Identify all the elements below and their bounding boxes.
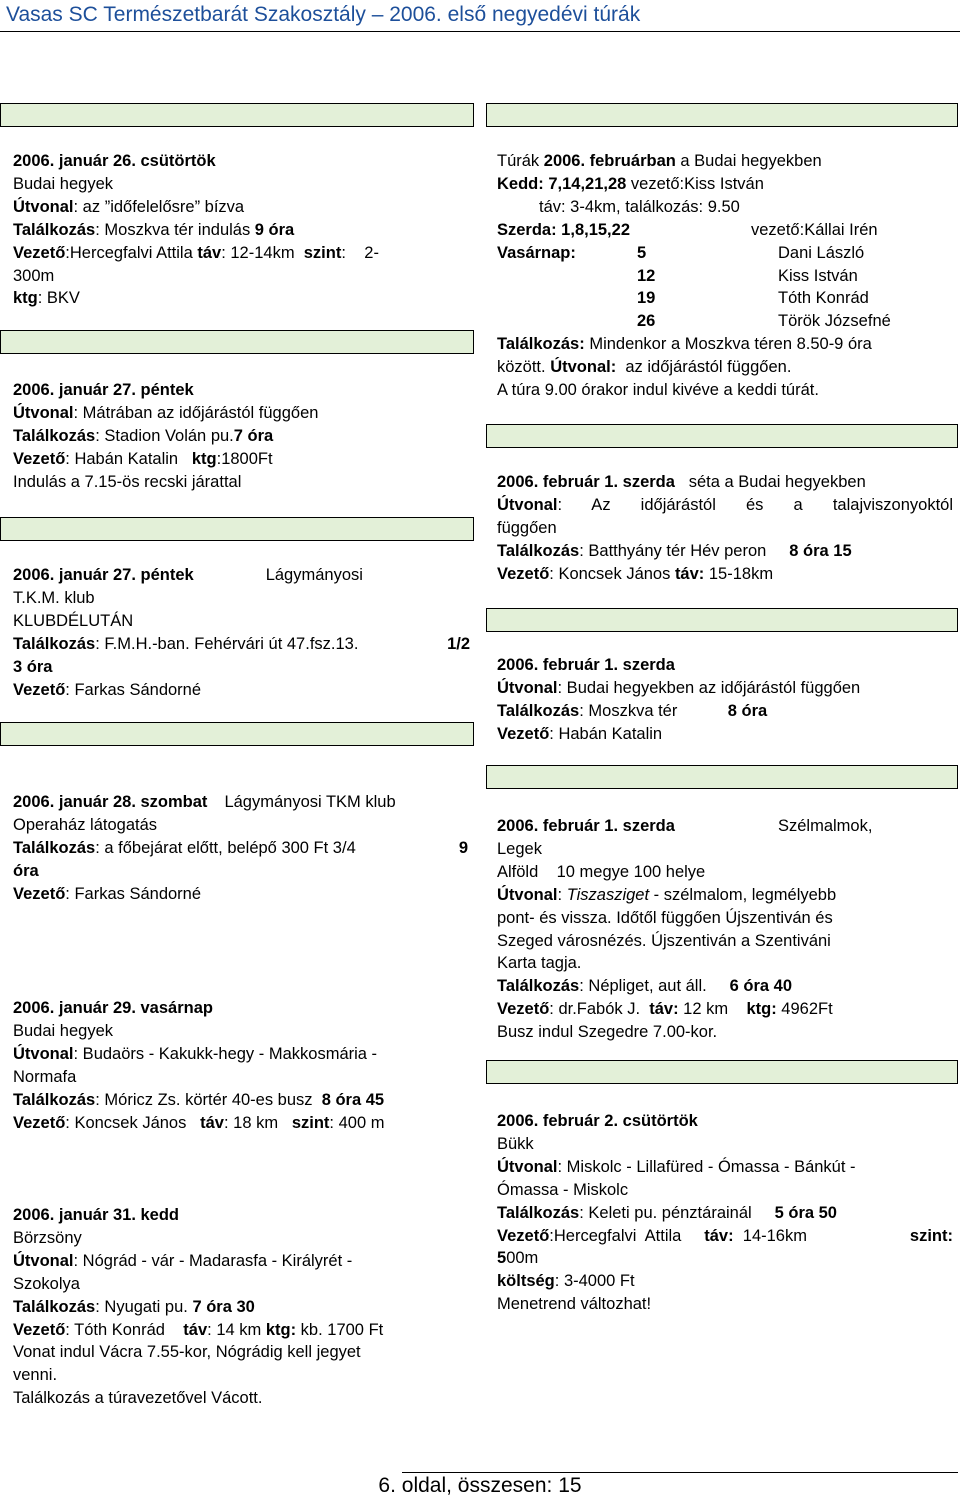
tour-jan26: 2006. január 26. csütörtök Budai hegyek Útvonal: az ”időfelelősre” bízva Találkozás: Moszkva tér indulás 9 óra Vezető:Hercegfalvi Attila táv: 12-14km szint: 2- 300m ktg: BKV xyxy=(13,150,473,310)
footer-divider xyxy=(402,1472,958,1473)
tour-date: 2006. január 26. csütörtök xyxy=(13,152,216,170)
tour-feb-budai-schedule: Túrák 2006. februárban a Budai hegyekben Kedd: 7,14,21,28 vezető:Kiss István táv: 3-4km, találkozás: 9.50 Szerda: 1,8,15,22 vezető:Kállai Irén Vasárnap: 5 Dani László 12 Kiss István 19 Tóth Konrád 26 Török Józsefné Találkozás: Mindenkor a Moszkva téren 8.50-9 óra között. Útvonal: az időjárástól függően. A túra 9.00 órakor indul kivéve a keddi túrát. xyxy=(497,152,891,400)
tour-jan29: 2006. január 29. vasárnap Budai hegyek Útvonal: Budaörs - Kakukk-hegy - Makkosmária - Normafa Találkozás: Móricz Zs. körtér 40-es busz 8 óra 45 Vezető: Koncsek János táv: 18 km szint: 400 m xyxy=(13,999,385,1132)
tour-jan27-matra: 2006. január 27. péntek Útvonal: Mátrában az időjárástól függően Találkozás: Stadion Volán pu.7 óra Vezető: Habán Katalin ktg:1800Ft Indulás a 7.15-ös recski járattal xyxy=(13,381,319,491)
separator-bar xyxy=(486,103,958,127)
tour-jan28: 2006. január 28. szombat Lágymányosi TKM klub Operaház látogatás Találkozás: a főbejárat előtt, belépő 300 Ft 3/4 9 óra Vezető: Farkas Sándorné xyxy=(13,793,468,903)
tour-feb2-bukk: 2006. február 2. csütörtök Bükk Útvonal: Miskolc - Lillafüred - Ómassa - Bánkút - Ómassa - Miskolc Találkozás: Keleti pu. pénztárainál 5 óra 50 Vezető:Hercegfalvi Attila táv: 14-16km szint: 500m költség: 3-4000 Ft Menetrend változhat! xyxy=(497,1112,953,1314)
separator-bar xyxy=(0,330,474,354)
separator-bar xyxy=(0,517,474,541)
separator-bar xyxy=(486,424,958,448)
page-footer: 6. oldal, összesen: 15 xyxy=(378,1474,582,1497)
tour-jan27-klub: 2006. január 27. péntek Lágymányosi T.K.M. klub KLUBDÉLUTÁN Találkozás: F.M.H.-ban. Fehérvári út 47.fsz.13. 1/2 3 óra Vezető: Farkas Sándorné xyxy=(13,566,470,699)
tour-feb1-budai: 2006. február 1. szerda Útvonal: Budai hegyekben az időjárástól függően Találkozás: Moszkva tér 8 óra Vezető: Habán Katalin xyxy=(497,656,861,743)
header-divider xyxy=(0,31,960,32)
tour-jan31: 2006. január 31. kedd Börzsöny Útvonal: Nógrád - vár - Madarasfa - Királyrét - Szokolya Találkozás: Nyugati pu. 7 óra 30 Vezető: Tóth Konrád táv: 14 km ktg: kb. 1700 Ft Vonat indul Vácra 7.55-kor, Nógrádig kell jegyet venni. Találkozás a túravezetővel Vácott. xyxy=(13,1206,384,1408)
tour-feb1-seta: 2006. február 1. szerda séta a Budai hegyekben Útvonal : Az időjárástól és a talajviszonyoktól függően Találkozás: Batthyány tér Hév peron 8 óra 15 Vezető: Koncsek János táv: 15-18km xyxy=(497,473,953,583)
separator-bar xyxy=(0,103,474,127)
separator-bar xyxy=(486,608,958,632)
separator-bar xyxy=(486,765,958,789)
separator-bar xyxy=(0,722,474,746)
tour-feb1-szelmalmok: 2006. február 1. szerda Szélmalmok, Legek Alföld 10 megye 100 helye Útvonal: Tiszasziget - szélmalom, legmélyebb pont- és vissza. Időtől függően Újszentiván és Szeged városnézés. Újszentiván a Szentiváni Karta tagja. Találkozás: Népliget, aut áll. 6 óra 40 Vezető: dr.Fabók J. táv: 12 km ktg: 4962Ft Busz indul Szegedre 7.00-kor. xyxy=(497,817,873,1042)
page-header-title: Vasas SC Természetbarát Szakosztály – 2006. első negyedévi túrák xyxy=(6,3,641,26)
separator-bar xyxy=(486,1060,958,1084)
tour-place: Budai hegyek xyxy=(13,174,113,193)
